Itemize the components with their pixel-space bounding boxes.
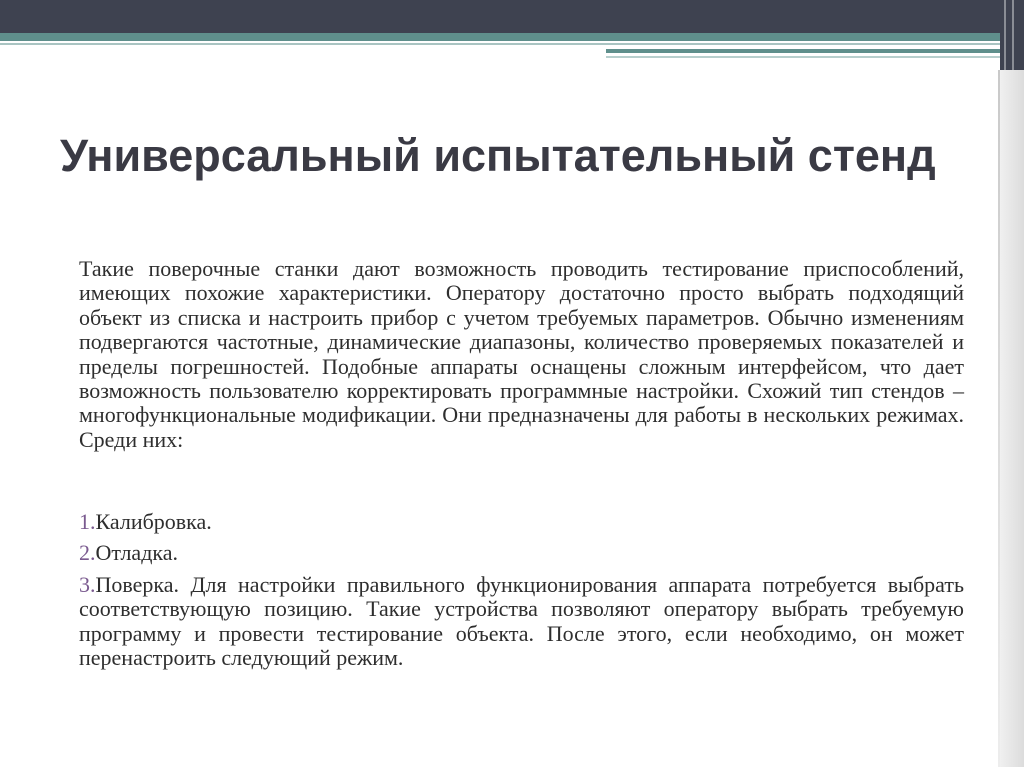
list-text: Поверка. Для настройки правильного функционирования аппарата потребуется выбрать соответствующую позицию. Такие устройства позволяют оператору выбрать требуемую программу и провести тестирование объекта. После этого, если необходимо, он может перенастроить следующий режим. [79,571,964,671]
header-accent-line-light [606,56,1000,58]
list-item [79,541,964,565]
list-item [79,573,964,671]
list-item [79,510,964,534]
list-text: Калибровка. [95,509,212,534]
list-number: 1. [79,509,96,534]
slide-title: Универсальный испытательный стенд [60,130,936,181]
header-thin-line [0,43,1000,45]
numbered-list [79,510,964,677]
right-stripe [1004,0,1006,70]
right-stripe [1012,0,1014,70]
header-accent-line [606,49,1000,53]
list-text: Отладка. [95,540,179,566]
page-edge [998,70,1000,767]
right-shadow [1000,0,1024,767]
list-number: 2. [79,540,96,566]
slide-paragraph: Такие поверочные станки дают возможность проводить тестирование приспособлений, имеющих похожие характеристики. Оператору достаточно просто выбрать подходящий объект из списка и настроить прибор с учетом требуемых параметров. Обычно изменениям подвергаются частотные, динамические диапазоны, количество проверяемых показателей и пределы погрешностей. Подобные аппараты оснащены сложным интерфейсом, что дает возможность пользователю корректировать программные настройки. Схожий тип стендов – многофункциональные модификации. Они предназначены для работы в нескольких режимах. Среди них: [79,256,964,452]
header-teal-band [0,33,1000,41]
list-number: 3. [79,571,96,597]
header-dark-bar [0,0,1024,33]
